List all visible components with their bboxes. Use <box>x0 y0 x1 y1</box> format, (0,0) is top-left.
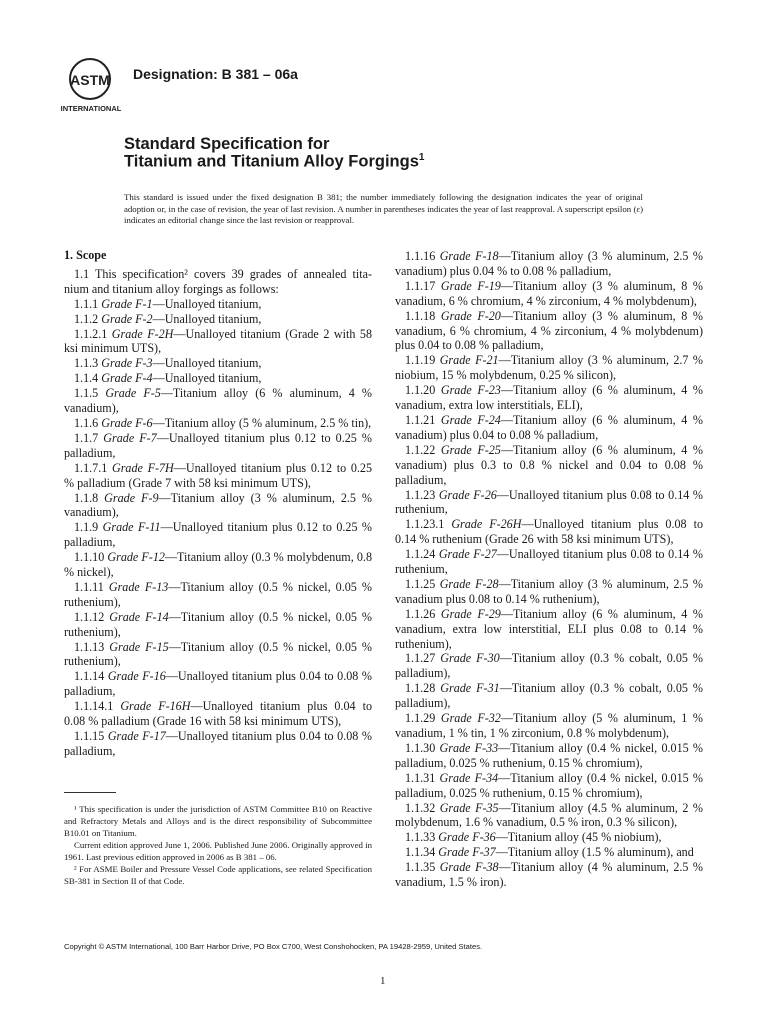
scope-item <box>395 860 703 890</box>
scope-item <box>395 830 703 845</box>
item-grade: Grade F-21 <box>439 353 499 368</box>
item-description: —Titanium alloy (5 % aluminum, 2.5 % tin), <box>152 415 372 430</box>
item-grade: Grade F-15 <box>109 639 169 654</box>
right-item-list <box>395 249 703 890</box>
scope-item <box>64 610 372 640</box>
item-number: 1.1.22 <box>405 442 441 457</box>
item-grade: Grade F-20 <box>440 308 501 323</box>
item-number: 1.1.12 <box>74 609 110 624</box>
item-number: 1.1.33 <box>405 830 439 845</box>
astm-logo-icon <box>60 55 124 117</box>
item-description: —Unalloyed titanium, <box>152 356 262 371</box>
scope-item <box>395 249 703 279</box>
item-description: —Titanium alloy (6 % aluminum, 4 % vanadium, extra low interstitials, ELI), <box>395 383 703 413</box>
item-grade: Grade F-35 <box>439 800 499 815</box>
item-number: 1.1.18 <box>405 308 441 323</box>
item-description: —Titanium alloy (45 % niobium), <box>495 830 662 845</box>
item-description: —Titanium alloy (5 % aluminum, 1 % vanadium, 1 % tin, 1 % zirconium, 0.8 % molybdenum), <box>395 711 703 740</box>
item-description: —Unalloyed titanium, <box>152 296 262 311</box>
item-number: 1.1.17 <box>405 278 441 293</box>
scope-item <box>64 297 372 312</box>
scope-item <box>395 309 703 354</box>
item-grade: Grade F-14 <box>109 609 169 624</box>
item-grade: Grade F-34 <box>439 770 499 785</box>
item-number: 1.1.9 <box>74 520 103 535</box>
item-description: —Unalloyed titanium plus 0.12 to 0.25 % palladium, <box>64 430 372 460</box>
item-grade: Grade F-19 <box>440 278 501 293</box>
scope-item <box>395 577 703 607</box>
item-number: 1.1.29 <box>405 711 441 726</box>
item-description: —Titanium alloy (0.5 % nickel, 0.05 % ruthenium), <box>64 639 372 669</box>
item-description: —Titanium alloy (6 % aluminum, 4 % vanadium), <box>64 386 372 416</box>
item-grade: Grade F-28 <box>439 576 499 591</box>
item-description: —Titanium alloy (3 % aluminum, 2.5 % vanadium plus 0.08 to 0.14 % ruthenium), <box>395 576 703 606</box>
item-description: —Titanium alloy (6 % aluminum, 4 % vanadium) plus 0.3 to 0.8 % nickel and 0.04 to 0.08 % palladium, <box>395 442 703 487</box>
item-description: —Unalloyed titanium plus 0.08 to 0.14 % ruthenium (Grade 26 with 58 ksi minimum UTS), <box>395 517 703 547</box>
item-grade: Grade F-16 <box>107 669 166 684</box>
scope-item <box>64 640 372 670</box>
item-grade: Grade F-38 <box>439 860 499 875</box>
scope-item <box>64 386 372 416</box>
item-number: 1.1.6 <box>74 415 102 430</box>
item-grade: Grade F-2H <box>111 326 174 341</box>
right-column <box>395 249 703 890</box>
item-grade: Grade F-1 <box>101 296 153 311</box>
item-description: —Titanium alloy (0.5 % nickel, 0.05 % ruthenium), <box>64 579 372 609</box>
footnote: Current edition approved June 1, 2006. Published June 2006. Originally approved in 1961. Last previous edition approved in 2006 as B 381 – 06. <box>64 840 372 862</box>
item-grade: Grade F-36 <box>438 830 496 845</box>
item-number: 1.1.4 <box>74 371 102 386</box>
item-description: —Unalloyed titanium plus 0.12 to 0.25 % palladium (Grade 7 with 58 ksi minimum UTS), <box>64 460 372 490</box>
item-description: —Unalloyed titanium (Grade 2 with 58 ksi minimum UTS), <box>64 326 373 356</box>
item-grade: Grade F-25 <box>440 442 501 457</box>
item-grade: Grade F-37 <box>438 845 496 860</box>
item-grade: Grade F-29 <box>440 606 501 621</box>
item-grade: Grade F-24 <box>440 412 501 427</box>
svg-text:ASTM: ASTM <box>70 72 110 88</box>
item-grade: Grade F-18 <box>439 249 499 263</box>
item-description: —Unalloyed titanium plus 0.08 to 0.14 % ruthenium, <box>395 547 703 577</box>
item-grade: Grade F-9 <box>104 490 159 505</box>
scope-item <box>64 371 372 386</box>
item-description: —Titanium alloy (1.5 % aluminum), and <box>495 845 694 860</box>
scope-item <box>64 416 372 431</box>
item-number: 1.1.10 <box>74 550 108 565</box>
title-line-1: Standard Specification for <box>124 135 330 153</box>
title-line-2 <box>124 152 424 172</box>
scope-item <box>395 353 703 383</box>
item-description: —Titanium alloy (0.3 % cobalt, 0.05 % palladium), <box>395 681 703 711</box>
scope-item <box>64 356 372 371</box>
scope-item <box>395 607 703 652</box>
scope-item <box>64 580 372 610</box>
item-grade: Grade F-26H <box>451 517 522 532</box>
scope-item <box>64 312 372 327</box>
footnotes <box>64 803 372 887</box>
item-grade: Grade F-30 <box>440 651 500 666</box>
footnote-rule <box>64 792 116 793</box>
item-description: —Titanium alloy (4.5 % aluminum, 2 % molybdenum, 1.6 % vanadium, 0.5 % iron, 0.3 % silicon), <box>395 800 703 830</box>
item-grade: Grade F-12 <box>107 550 165 565</box>
item-number: 1.1.14.1 <box>74 699 121 714</box>
scope-item <box>395 801 703 831</box>
item-grade: Grade F-32 <box>440 711 501 726</box>
scope-item <box>395 517 703 547</box>
item-number: 1.1.2 <box>74 311 102 326</box>
item-grade: Grade F-23 <box>440 383 501 398</box>
scope-item <box>64 491 372 521</box>
item-number: 1.1.11 <box>74 579 109 594</box>
item-number: 1.1.30 <box>405 740 440 755</box>
item-description: —Titanium alloy (3 % aluminum, 2.7 % niobium, 15 % molybdenum, 0.25 % silicon), <box>395 353 703 383</box>
item-grade: Grade F-16H <box>120 699 191 714</box>
item-description: —Titanium alloy (6 % aluminum, 4 % vanadium, extra low interstitial, ELI plus 0.08 to 0.14 % ruthenium), <box>395 606 703 651</box>
left-item-list <box>64 297 372 759</box>
item-number: 1.1.32 <box>405 800 440 815</box>
scope-item <box>395 443 703 488</box>
item-number: 1.1.14 <box>74 669 108 684</box>
section-heading: 1. Scope <box>64 248 107 262</box>
scope-item <box>64 520 372 550</box>
scope-item <box>395 711 703 741</box>
item-description: —Titanium alloy (3 % aluminum, 2.5 % vanadium), <box>64 490 372 520</box>
scope-item <box>395 413 703 443</box>
scope-item <box>395 741 703 771</box>
item-grade: Grade F-2 <box>101 311 153 326</box>
item-description: —Unalloyed titanium, <box>152 371 262 386</box>
item-number: 1.1.20 <box>405 383 441 398</box>
item-number: 1.1.34 <box>405 845 439 860</box>
designation: Designation: B 381 – 06a <box>133 66 298 82</box>
item-number: 1.1.16 <box>405 249 440 263</box>
title-footnote-ref: 1 <box>418 152 425 163</box>
item-grade: Grade F-33 <box>439 740 499 755</box>
item-grade: Grade F-7H <box>111 460 174 475</box>
item-description: —Unalloyed titanium, <box>152 311 262 326</box>
item-grade: Grade F-26 <box>438 487 497 502</box>
item-grade: Grade F-13 <box>108 579 169 594</box>
item-description: —Titanium alloy (3 % aluminum, 8 % vanadium, 6 % chromium, 4 % zirconium, 4 % molybdenum), <box>395 278 703 308</box>
scope-item <box>395 681 703 711</box>
item-description: —Titanium alloy (3 % aluminum, 8 % vanadium, 6 % chromium, 4 % zirconium, 4 % molybdenum) plus 0.04 to 0.08 % palladium, <box>395 308 703 353</box>
item-number: 1.1.8 <box>74 490 105 505</box>
item-number: 1.1.24 <box>405 547 439 562</box>
copyright: Copyright © ASTM International, 100 Barr Harbor Drive, PO Box C700, West Conshohocken, PA 19428-2959, United States. <box>64 942 483 951</box>
scope-item <box>395 651 703 681</box>
item-number: 1.1.28 <box>405 681 441 696</box>
intro-paragraph: 1.1 This specification² covers 39 grades of annealed tita-nium and titanium alloy forgings as follows: <box>64 266 372 296</box>
item-description: —Titanium alloy (0.3 % cobalt, 0.05 % palladium), <box>395 651 703 681</box>
item-number: 1.1.3 <box>74 356 102 371</box>
scope-item <box>64 550 372 580</box>
item-description: —Unalloyed titanium plus 0.04 to 0.08 % palladium, <box>64 729 372 758</box>
item-description: —Titanium alloy (6 % aluminum, 4 % vanadium) plus 0.04 to 0.08 % palladium, <box>395 412 703 442</box>
item-number: 1.1.2.1 <box>74 326 112 341</box>
footnote: ² For ASME Boiler and Pressure Vessel Code applications, see related Specification SB-381 in Section II of that Code. <box>64 864 372 886</box>
item-grade: Grade F-31 <box>440 681 500 696</box>
item-grade: Grade F-17 <box>107 729 166 743</box>
scope-item <box>395 279 703 309</box>
item-grade: Grade F-7 <box>103 430 157 445</box>
item-description: —Unalloyed titanium plus 0.04 to 0.08 % palladium (Grade 16 with 58 ksi minimum UTS), <box>64 699 372 729</box>
item-number: 1.1.31 <box>405 770 440 785</box>
scope-item <box>64 431 372 461</box>
item-number: 1.1.27 <box>405 651 441 666</box>
item-number: 1.1.1 <box>74 296 102 311</box>
item-number: 1.1.23.1 <box>405 517 452 532</box>
footnote: ¹ This specification is under the jurisdiction of ASTM Committee B10 on Reactive and Refractory Metals and Alloys and is the direct responsibility of Subcommittee B10.01 on Titanium. <box>64 804 372 838</box>
item-number: 1.1.25 <box>405 576 440 591</box>
item-grade: Grade F-3 <box>101 356 153 371</box>
scope-item <box>395 383 703 413</box>
item-description: —Unalloyed titanium plus 0.12 to 0.25 % palladium, <box>64 520 373 550</box>
item-description: —Titanium alloy (3 % aluminum, 2.5 % vanadium) plus 0.04 % to 0.08 % palladium, <box>395 249 703 278</box>
item-description: —Titanium alloy (0.3 % molybdenum, 0.8 % nickel), <box>64 550 372 580</box>
left-column <box>64 248 372 759</box>
astm-logo <box>60 55 124 117</box>
item-number: 1.1.23 <box>405 487 439 502</box>
svg-text:INTERNATIONAL: INTERNATIONAL <box>60 104 122 113</box>
item-grade: Grade F-5 <box>105 386 161 401</box>
item-number: 1.1.7.1 <box>74 460 112 475</box>
scope-item <box>395 488 703 518</box>
scope-item <box>395 771 703 801</box>
item-number: 1.1.5 <box>74 386 106 401</box>
scope-item <box>395 845 703 860</box>
item-number: 1.1.13 <box>74 639 110 654</box>
title-text: Titanium and Titanium Alloy Forgings <box>124 152 419 171</box>
item-description: —Titanium alloy (0.5 % nickel, 0.05 % ruthenium), <box>64 609 372 639</box>
scope-item <box>64 461 372 491</box>
item-number: 1.1.19 <box>405 353 440 368</box>
item-grade: Grade F-6 <box>101 415 153 430</box>
item-description: —Unalloyed titanium plus 0.04 to 0.08 % palladium, <box>64 669 372 699</box>
scope-item <box>64 669 372 699</box>
standard-notice: This standard is issued under the fixed designation B 381; the number immediately following the designation indicates the year of original adoption or, in the case of revision, the year of last revision. A number in parentheses indicates the year of last reapproval. A superscript epsilon (ε) indicates an editorial change since the last revision or reapproval. <box>124 192 643 225</box>
item-number: 1.1.26 <box>405 606 441 621</box>
scope-item <box>395 547 703 577</box>
item-number: 1.1.7 <box>74 430 104 445</box>
item-number: 1.1.35 <box>405 860 440 875</box>
item-grade: Grade F-11 <box>102 520 161 535</box>
page-number: 1 <box>380 975 386 987</box>
item-description: —Titanium alloy (4 % aluminum, 2.5 % vanadium, 1.5 % iron). <box>395 860 703 890</box>
item-grade: Grade F-4 <box>101 371 153 386</box>
item-description: —Titanium alloy (0.4 % nickel, 0.015 % palladium, 0.025 % ruthenium, 0.15 % chromium), <box>395 740 703 770</box>
scope-item <box>64 327 372 357</box>
item-description: —Titanium alloy (0.4 % nickel, 0.015 % palladium, 0.025 % ruthenium, 0.15 % chromium), <box>395 770 703 800</box>
scope-item <box>64 699 372 729</box>
item-grade: Grade F-27 <box>438 547 497 562</box>
scope-item <box>64 729 372 759</box>
item-description: —Unalloyed titanium plus 0.08 to 0.14 % ruthenium, <box>395 487 703 517</box>
item-number: 1.1.15 <box>74 729 108 743</box>
item-number: 1.1.21 <box>405 412 441 427</box>
